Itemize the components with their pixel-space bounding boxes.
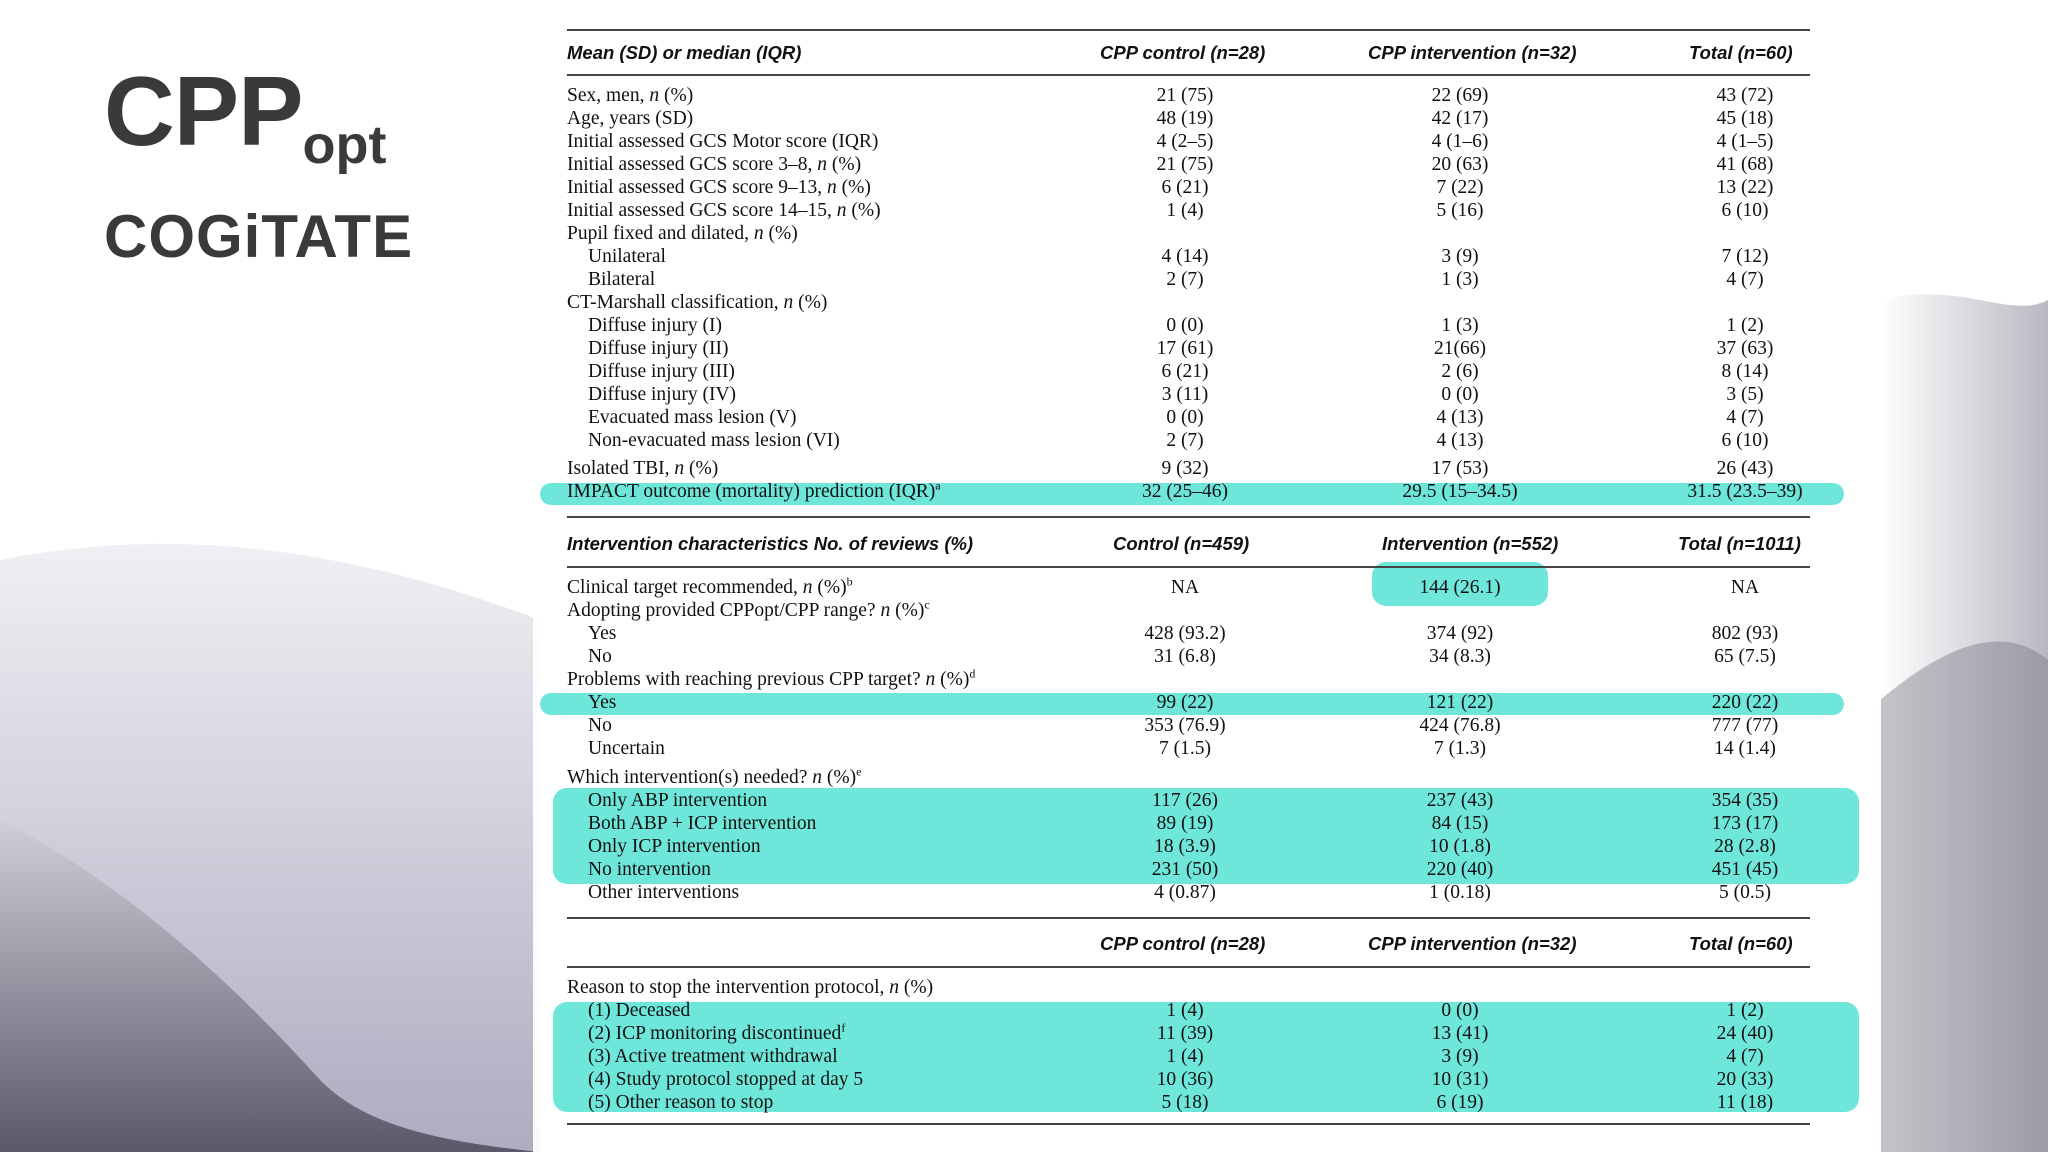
table-row <box>0 737 2048 760</box>
table-row <box>0 766 2048 789</box>
cell-c1: 117 (26) <box>1152 790 1218 811</box>
cell-c2: 4 (13) <box>1436 407 1484 428</box>
table-row <box>0 153 2048 176</box>
cell-c1: 11 (39) <box>1156 1023 1214 1044</box>
table-row <box>0 835 2048 858</box>
cell-c2: 1 (0.18) <box>1429 882 1491 903</box>
table-row <box>0 176 2048 199</box>
cell-c3: 1 (2) <box>1726 1000 1764 1021</box>
cell-c3: 8 (14) <box>1721 361 1769 382</box>
cell-c1: 3 (11) <box>1161 384 1209 405</box>
table-row <box>0 599 2048 622</box>
cell-c2: 34 (8.3) <box>1429 646 1491 667</box>
row-label: Non-evacuated mass lesion (VI) <box>588 430 840 451</box>
cell-c2: 4 (1–6) <box>1431 131 1489 152</box>
table-row <box>0 858 2048 881</box>
footnote-marker: c <box>924 597 930 612</box>
row-label: (1) Deceased <box>588 1000 691 1021</box>
cell-c3: 24 (40) <box>1716 1023 1774 1044</box>
cell-c1: 4 (2–5) <box>1156 131 1214 152</box>
cell-c1: 0 (0) <box>1166 315 1204 336</box>
row-label: Isolated TBI, n (%) <box>567 458 719 479</box>
cell-c2: 3 (9) <box>1441 1046 1479 1067</box>
cell-c1: 32 (25–46) <box>1141 481 1229 502</box>
cell-c1: 1 (4) <box>1166 1046 1204 1067</box>
table-row <box>0 222 2048 245</box>
cell-c1: 10 (36) <box>1156 1069 1214 1090</box>
title-main: CPP <box>104 56 303 166</box>
cell-c3: 4 (7) <box>1726 407 1764 428</box>
row-label: Initial assessed GCS score 9–13, n (%) <box>567 177 871 198</box>
cell-c2: 84 (15) <box>1431 813 1489 834</box>
table-row <box>0 107 2048 130</box>
table-rule <box>567 516 1810 518</box>
table-row <box>0 245 2048 268</box>
header-col1: Control (n=459) <box>1113 533 1250 554</box>
table-row <box>0 360 2048 383</box>
cell-c2: 42 (17) <box>1431 108 1489 129</box>
cell-c2: 17 (53) <box>1431 458 1489 479</box>
row-label: Age, years (SD) <box>567 108 694 129</box>
cell-c1: 6 (21) <box>1161 361 1209 382</box>
cell-c3: 173 (17) <box>1711 813 1779 834</box>
cell-c3: 31.5 (23.5–39) <box>1687 481 1803 502</box>
cell-c2: 20 (63) <box>1431 154 1489 175</box>
cell-c1: 17 (61) <box>1156 338 1214 359</box>
cell-c2: 22 (69) <box>1431 85 1489 106</box>
row-label: Adopting provided CPPopt/CPP range? n (%)$^c$ <box>567 597 930 621</box>
table-row <box>0 429 2048 452</box>
row-label: Yes <box>588 623 617 644</box>
cell-c2: 10 (31) <box>1431 1069 1489 1090</box>
row-label: Diffuse injury (II) <box>588 338 729 359</box>
header-col2: CPP intervention (n=32) <box>1368 42 1577 63</box>
slide-subtitle: COGiTATE <box>104 203 414 270</box>
cell-c2: 237 (43) <box>1426 790 1494 811</box>
table-row <box>0 268 2048 291</box>
table-rule <box>567 29 1810 31</box>
footnote-marker: d <box>969 666 976 681</box>
header-col3: Total (n=60) <box>1689 42 1793 63</box>
row-label: Only ABP intervention <box>588 790 768 811</box>
table-row <box>0 881 2048 904</box>
table-row <box>0 976 2048 999</box>
cell-c1: 2 (7) <box>1166 269 1204 290</box>
header-col3: Total (n=60) <box>1689 933 1793 954</box>
cell-c3: 65 (7.5) <box>1714 646 1776 667</box>
row-label: Initial assessed GCS score 3–8, n (%) <box>567 154 862 175</box>
row-label: IMPACT outcome (mortality) prediction (IQR)$^a$ <box>567 478 941 502</box>
footnote-marker: e <box>856 764 862 779</box>
cell-c1: 231 (50) <box>1151 859 1219 880</box>
row-label: Both ABP + ICP intervention <box>588 813 817 834</box>
cell-c3: 451 (45) <box>1711 859 1779 880</box>
row-label: Diffuse injury (III) <box>588 361 735 382</box>
cell-c1: 2 (7) <box>1166 430 1204 451</box>
cell-c2: 220 (40) <box>1426 859 1494 880</box>
cell-c1: 7 (1.5) <box>1159 738 1211 759</box>
cell-c1: 5 (18) <box>1161 1092 1209 1113</box>
cell-c3: 4 (7) <box>1726 1046 1764 1067</box>
table-row <box>0 812 2048 835</box>
footnote-marker: f <box>841 1020 846 1035</box>
cell-c1: 1 (4) <box>1166 1000 1204 1021</box>
table-row <box>0 84 2048 107</box>
table-rule <box>567 74 1810 76</box>
cell-c2: 7 (1.3) <box>1434 738 1486 759</box>
cell-c2: 6 (19) <box>1436 1092 1484 1113</box>
cell-c2: 21(66) <box>1434 338 1486 359</box>
row-label: Other interventions <box>588 882 740 903</box>
row-label: Only ICP intervention <box>588 836 761 857</box>
cell-c2: 29.5 (15–34.5) <box>1402 481 1518 502</box>
footnote-marker: a <box>935 478 941 493</box>
table-row <box>0 383 2048 406</box>
cell-c3: 13 (22) <box>1716 177 1774 198</box>
table-row <box>0 291 2048 314</box>
cell-c3: 28 (2.8) <box>1714 836 1776 857</box>
cell-c3: 6 (10) <box>1721 200 1769 221</box>
cell-c1: 4 (0.87) <box>1154 882 1216 903</box>
cell-c1: 6 (21) <box>1161 177 1209 198</box>
cell-c2: 1 (3) <box>1441 315 1479 336</box>
row-label: Evacuated mass lesion (V) <box>588 407 797 428</box>
cell-c3: 41 (68) <box>1716 154 1774 175</box>
table-row <box>0 1045 2048 1068</box>
cell-c2: 3 (9) <box>1441 246 1479 267</box>
row-label: Initial assessed GCS score 14–15, n (%) <box>567 200 881 221</box>
row-label: Reason to stop the intervention protocol, n (%) <box>567 977 934 998</box>
table-row <box>0 999 2048 1022</box>
header-col3: Total (n=1011) <box>1678 533 1801 554</box>
table-row <box>0 337 2048 360</box>
table-row <box>0 576 2048 599</box>
row-label: Diffuse injury (I) <box>588 315 722 336</box>
table-row <box>0 645 2048 668</box>
cell-c1: 99 (22) <box>1156 692 1214 713</box>
header-label: Intervention characteristics No. of reviews (%) <box>567 533 974 554</box>
table-rule <box>567 917 1810 919</box>
cell-c1: NA <box>1170 577 1200 598</box>
cell-c1: 4 (14) <box>1161 246 1209 267</box>
cell-c3: 26 (43) <box>1716 458 1774 479</box>
cell-c3: 4 (1–5) <box>1716 131 1774 152</box>
cell-c3: 11 (18) <box>1716 1092 1774 1113</box>
table-rule <box>567 966 1810 968</box>
table-row <box>0 457 2048 480</box>
cell-c1: 353 (76.9) <box>1144 715 1226 736</box>
cell-c3: 45 (18) <box>1716 108 1774 129</box>
table-row <box>0 789 2048 812</box>
row-label: Bilateral <box>588 269 656 290</box>
cell-c3: 7 (12) <box>1721 246 1769 267</box>
table-row <box>0 714 2048 737</box>
table-rule <box>567 566 1810 568</box>
row-label: Problems with reaching previous CPP target? n (%)$^d$ <box>567 666 976 690</box>
row-label: Diffuse injury (IV) <box>588 384 737 405</box>
row-label: Unilateral <box>588 246 666 267</box>
row-label: (3) Active treatment withdrawal <box>588 1046 838 1067</box>
cell-c2: 144 (26.1) <box>1419 577 1501 598</box>
cell-c2: 7 (22) <box>1436 177 1484 198</box>
table-rule <box>567 1123 1810 1125</box>
cell-c3: 14 (1.4) <box>1714 738 1776 759</box>
cell-c3: NA <box>1730 577 1760 598</box>
cell-c2: 13 (41) <box>1431 1023 1489 1044</box>
cell-c1: 48 (19) <box>1156 108 1214 129</box>
header-col1: CPP control (n=28) <box>1100 42 1266 63</box>
table-row <box>0 691 2048 714</box>
row-label: (5) Other reason to stop <box>588 1092 774 1113</box>
table-row <box>0 199 2048 222</box>
cell-c3: 1 (2) <box>1726 315 1764 336</box>
table-row <box>0 130 2048 153</box>
header-col2: CPP intervention (n=32) <box>1368 933 1577 954</box>
cell-c1: 31 (6.8) <box>1154 646 1216 667</box>
cell-c2: 4 (13) <box>1436 430 1484 451</box>
cell-c2: 374 (92) <box>1426 623 1494 644</box>
table-row <box>0 1068 2048 1091</box>
table-row <box>0 668 2048 691</box>
cell-c1: 428 (93.2) <box>1144 623 1226 644</box>
table-row <box>0 480 2048 503</box>
row-label: Pupil fixed and dilated, n (%) <box>567 223 798 244</box>
table-row <box>0 1022 2048 1045</box>
header-label: Mean (SD) or median (IQR) <box>567 42 802 63</box>
cell-c3: 354 (35) <box>1711 790 1779 811</box>
row-label: Sex, men, n (%) <box>567 85 694 106</box>
cell-c1: 0 (0) <box>1166 407 1204 428</box>
cell-c1: 18 (3.9) <box>1154 836 1216 857</box>
header-col1: CPP control (n=28) <box>1100 933 1266 954</box>
cell-c1: 89 (19) <box>1156 813 1214 834</box>
cell-c1: 9 (32) <box>1161 458 1209 479</box>
cell-c3: 802 (93) <box>1711 623 1779 644</box>
table-row <box>0 314 2048 337</box>
cell-c2: 5 (16) <box>1436 200 1484 221</box>
cell-c3: 5 (0.5) <box>1719 882 1771 903</box>
cell-c2: 0 (0) <box>1441 1000 1479 1021</box>
row-label: No intervention <box>588 859 711 880</box>
cell-c2: 2 (6) <box>1441 361 1479 382</box>
row-label: Uncertain <box>588 738 665 759</box>
row-label: Clinical target recommended, n (%)$^b$ <box>567 574 853 598</box>
table-row <box>0 406 2048 429</box>
cell-c3: 20 (33) <box>1716 1069 1774 1090</box>
row-label: No <box>588 715 612 736</box>
cell-c3: 3 (5) <box>1726 384 1764 405</box>
cell-c2: 0 (0) <box>1441 384 1479 405</box>
row-label: Initial assessed GCS Motor score (IQR) <box>567 131 879 152</box>
cell-c3: 43 (72) <box>1716 85 1774 106</box>
table-row <box>0 622 2048 645</box>
cell-c2: 10 (1.8) <box>1429 836 1491 857</box>
table-row <box>0 1091 2048 1114</box>
header-col2: Intervention (n=552) <box>1382 533 1559 554</box>
footnote-marker: b <box>846 574 853 589</box>
cell-c2: 1 (3) <box>1441 269 1479 290</box>
row-label: No <box>588 646 612 667</box>
row-label: Yes <box>588 692 617 713</box>
row-label: (2) ICP monitoring discontinued$^f$ <box>588 1020 846 1044</box>
cell-c3: 37 (63) <box>1716 338 1774 359</box>
cell-c2: 424 (76.8) <box>1419 715 1501 736</box>
cell-c1: 21 (75) <box>1156 85 1214 106</box>
row-label: Which intervention(s) needed? n (%)$^e$ <box>567 764 862 788</box>
cell-c3: 6 (10) <box>1721 430 1769 451</box>
cell-c3: 4 (7) <box>1726 269 1764 290</box>
cell-c3: 220 (22) <box>1711 692 1779 713</box>
cell-c1: 21 (75) <box>1156 154 1214 175</box>
row-label: CT-Marshall classification, n (%) <box>567 292 828 313</box>
cell-c2: 121 (22) <box>1426 692 1494 713</box>
title-subscript: opt <box>302 115 387 175</box>
row-label: (4) Study protocol stopped at day 5 <box>588 1069 864 1090</box>
cell-c3: 777 (77) <box>1711 715 1779 736</box>
cell-c1: 1 (4) <box>1166 200 1204 221</box>
